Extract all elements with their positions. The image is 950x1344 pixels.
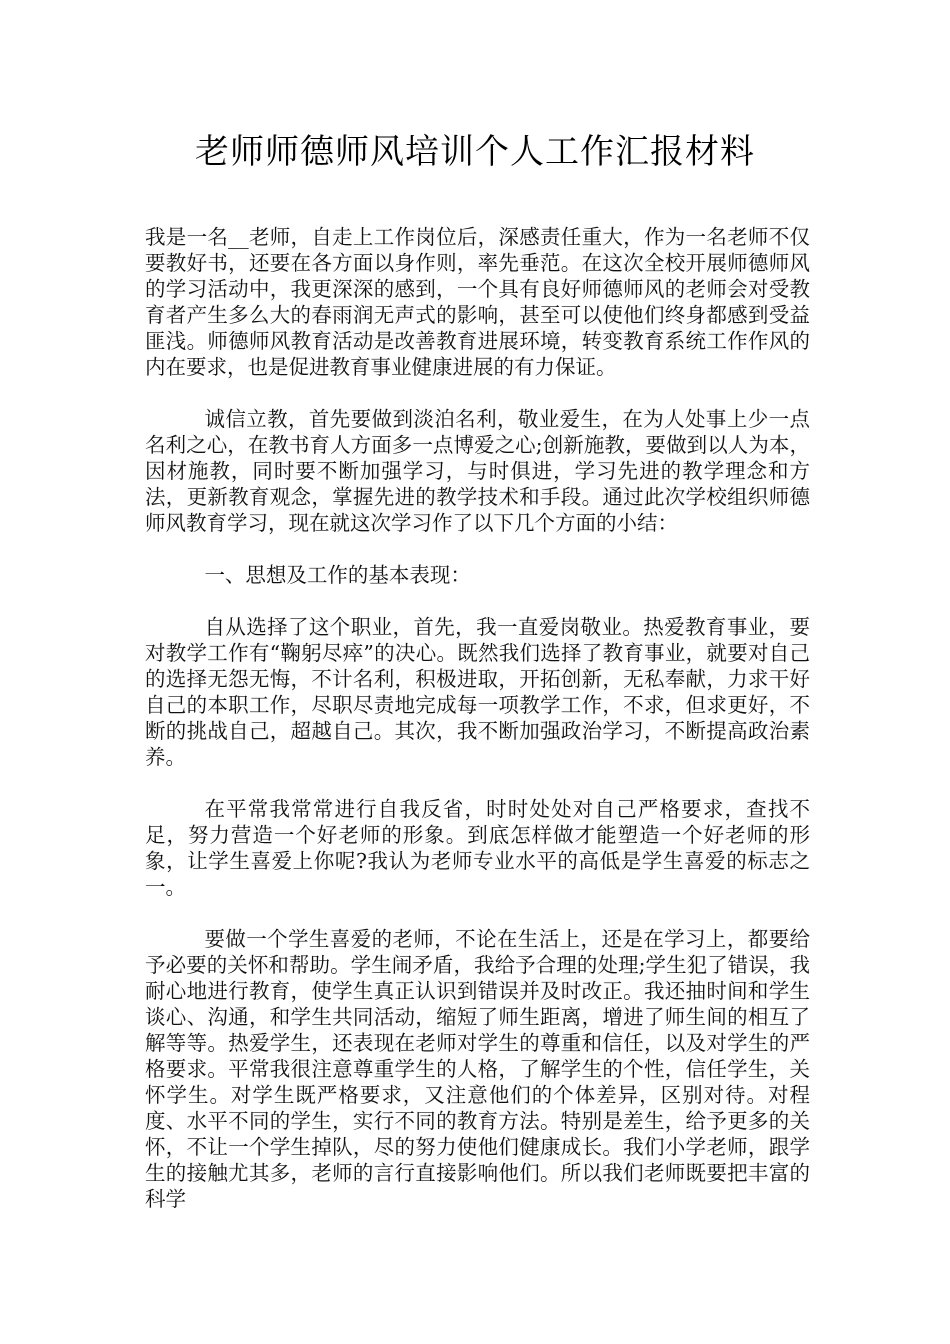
section-heading: 一、思想及工作的基本表现： (204, 563, 471, 587)
paragraph-self-reflection: 在平常我常常进行自我反省，时时处处对自己严格要求，查找不足，努力营造一个好老师的形象。到底怎样做才能塑造一个好老师的形象，让学生喜爱上你呢?我认为老师专业水平的高低是学生喜爱的标志之一。 (145, 797, 810, 899)
document-body (145, 224, 810, 1212)
paragraph-dedication: 自从选择了这个职业，首先，我一直爱岗敬业。热爱教育事业，要对教学工作有“鞠躬尽瘁”的决心。既然我们选择了教育事业，就要对自己的选择无怨无悔，不计名利，积极进取，开拓创新，无私奉献，力求干好自己的本职工作，尽职尽责地完成每一项教学工作，不求，但求更好，不断的挑战自己，超越自己。其次，我不断加强政治学习，不断提高政治素养。 (145, 615, 810, 769)
document-title: 老师师德师风培训个人工作汇报材料 (195, 132, 755, 172)
paragraph-caring-students: 要做一个学生喜爱的老师，不论在生活上，还是在学习上，都要给予必要的关怀和帮助。学生闹矛盾，我给予合理的处理;学生犯了错误，我耐心地进行教育，使学生真正认识到错误并及时改正。我还抽时间和学生谈心、沟通，和学生共同活动，缩短了师生距离，增进了师生间的相互了解等等。热爱学生，还表现在老师对学生的尊重和信任，以及对学生的严格要求。平常我很注意尊重学生的人格，了解学生的个性，信任学生，关怀学生。对学生既严格要求，又注意他们的个体差异，区别对待。对程度、水平不同的学生，实行不同的教育方法。特别是差生，给予更多的关怀，不让一个学生掉队，尽的努力使他们健康成长。我们小学老师，跟学生的接触尤其多，老师的言行直接影响他们。所以我们老师既要把丰富的科学 (145, 927, 810, 1211)
paragraph-intro: 我是一名__老师，自走上工作岗位后，深感责任重大，作为一名老师不仅要教好书，还要在各方面以身作则，率先垂范。在这次全校开展师德师风的学习活动中，我更深深的感到，一个具有良好师德师风的老师会对受教育者产生多么大的春雨润无声式的影响，甚至可以使他们终身都感到受益匪浅。师德师风教育活动是改善教育进展环境，转变教育系统工作作风的内在要求，也是促进教育事业健康进展的有力保证。 (145, 225, 810, 379)
paragraph-integrity: 诚信立教，首先要做到淡泊名利，敬业爱生，在为人处事上少一点名利之心，在教书育人方面多一点博爱之心;创新施教，要做到以人为本，因材施教，同时要不断加强学习，与时俱进，学习先进的教学理念和方法，更新教育观念，掌握先进的教学技术和手段。通过此次学校组织师德师风教育学习，现在就这次学习作了以下几个方面的小结： (145, 407, 810, 535)
